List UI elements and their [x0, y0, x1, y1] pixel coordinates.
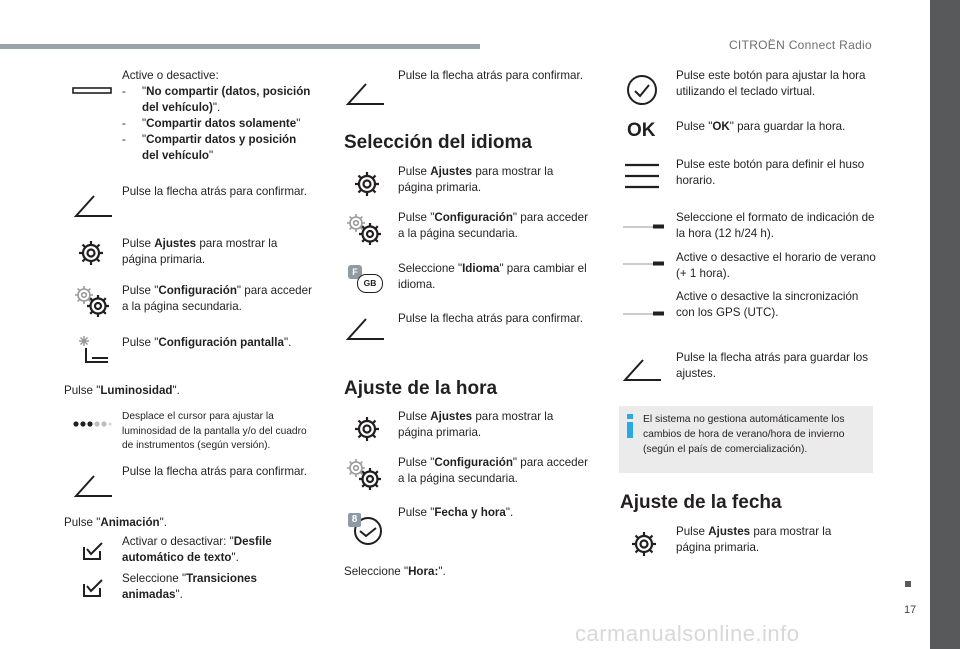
gps-sync-instruction: Active o desactive la sincronización con los GPS (UTC).	[676, 290, 859, 319]
language-flag-icon	[346, 263, 386, 295]
back-instruction: Pulse la flecha atrás para confirmar.	[398, 69, 583, 82]
screen-config-instruction: Pulse "Configuración pantalla".	[122, 336, 292, 349]
keyboard-instruction: Pulse este botón para ajustar la hora utilizando el teclado virtual.	[676, 69, 866, 98]
privacy-option: - "Compartir datos y posición del vehículo"	[122, 133, 297, 162]
page-number: 17	[904, 604, 917, 616]
info-box	[619, 406, 873, 473]
header-rule	[0, 44, 480, 49]
configuration-instruction: Pulse "Configuración" para acceder a la página secundaria.	[398, 211, 588, 240]
settings-instruction: Pulse Ajustes para mostrar la página primaria.	[122, 237, 278, 266]
settings-gear-icon	[353, 415, 381, 443]
checkbox-icon	[82, 541, 104, 561]
flag-gb-label: GB	[357, 274, 383, 293]
settings-instruction: Pulse Ajustes para mostrar la página primaria.	[398, 165, 554, 194]
toggle-switch-icon	[623, 223, 665, 231]
date-time-instruction: Pulse "Fecha y hora".	[398, 506, 514, 519]
back-arrow-icon	[72, 470, 114, 502]
privacy-option: - "Compartir datos solamente"	[122, 117, 301, 130]
transitions-instruction: Seleccione "Transiciones animadas".	[122, 572, 257, 601]
info-text: El sistema no gestiona automáticamente los cambios de hora de verano/hora de invierno (según el país de comercialización).	[643, 414, 845, 455]
toggle-bar-icon	[72, 86, 112, 96]
check-circle-icon	[625, 73, 659, 107]
screen-settings-icon	[72, 334, 112, 366]
brightness-description: Desplace el cursor para ajustar la luminosidad de la pantalla y/o del cuadro de instrumentos (según versión).	[122, 411, 307, 451]
end-of-section-mark	[905, 581, 911, 587]
brightness-instruction: Pulse "Luminosidad".	[64, 384, 180, 397]
back-save-instruction: Pulse la flecha atrás para guardar los ajustes.	[676, 351, 869, 380]
toggle-switch-icon	[623, 260, 665, 268]
summer-time-instruction: Active o desactive el horario de verano (+ 1 hora).	[676, 251, 876, 280]
back-arrow-icon	[344, 78, 386, 110]
settings-gear-icon	[77, 239, 105, 267]
date-time-badge: 8	[348, 513, 361, 527]
ok-instruction: Pulse "OK" para guardar la hora.	[676, 120, 846, 133]
configuration-instruction: Pulse "Configuración" para acceder a la página secundaria.	[398, 456, 588, 485]
brightness-slider-icon	[72, 418, 112, 430]
info-icon	[627, 414, 633, 438]
watermark: carmanualsonline.info	[575, 621, 800, 646]
back-arrow-icon	[344, 313, 386, 345]
settings-gear-icon	[630, 530, 658, 558]
privacy-options	[122, 84, 312, 164]
ok-button-icon: OK	[627, 120, 656, 141]
settings-instruction: Pulse Ajustes para mostrar la página primaria.	[676, 525, 832, 554]
scroll-text-instruction: Activar o desactivar: "Desfile automático de texto".	[122, 535, 272, 564]
back-arrow-icon	[72, 190, 114, 222]
back-instruction: Pulse la flecha atrás para confirmar.	[122, 185, 307, 198]
timezone-instruction: Pulse este botón para definir el huso horario.	[676, 158, 865, 187]
menu-list-icon	[623, 161, 661, 191]
date-time-icon	[346, 511, 386, 547]
privacy-block	[122, 68, 312, 164]
back-arrow-icon	[621, 354, 663, 386]
toggle-switch-icon	[623, 310, 665, 318]
time-heading: Ajuste de la hora	[344, 378, 498, 399]
header-title: CITROËN Connect Radio	[728, 38, 872, 52]
settings-instruction: Pulse Ajustes para mostrar la página primaria.	[398, 410, 554, 439]
date-heading: Ajuste de la fecha	[620, 492, 782, 513]
language-instruction: Seleccione "Idioma" para cambiar el idioma.	[398, 262, 587, 291]
flag-f-label: F	[348, 265, 362, 279]
format-instruction: Seleccione el formato de indicación de la hora (12 h/24 h).	[676, 211, 875, 240]
back-instruction: Pulse la flecha atrás para confirmar.	[398, 312, 583, 325]
configuration-gears-icon	[72, 284, 112, 320]
configuration-instruction: Pulse "Configuración" para acceder a la página secundaria.	[122, 284, 312, 313]
configuration-gears-icon	[344, 212, 384, 248]
checkbox-icon	[82, 578, 104, 598]
language-heading: Selección del idioma	[344, 132, 532, 153]
settings-gear-icon	[353, 170, 381, 198]
privacy-intro: Active o desactive:	[122, 69, 219, 82]
back-instruction: Pulse la flecha atrás para confirmar.	[122, 465, 307, 478]
privacy-option: - "No compartir (datos, posición del vehículo)".	[122, 85, 311, 114]
animation-instruction: Pulse "Animación".	[64, 516, 167, 529]
configuration-gears-icon	[344, 457, 384, 493]
side-tab-strip	[930, 0, 960, 649]
hour-instruction: Seleccione "Hora:".	[344, 565, 446, 578]
